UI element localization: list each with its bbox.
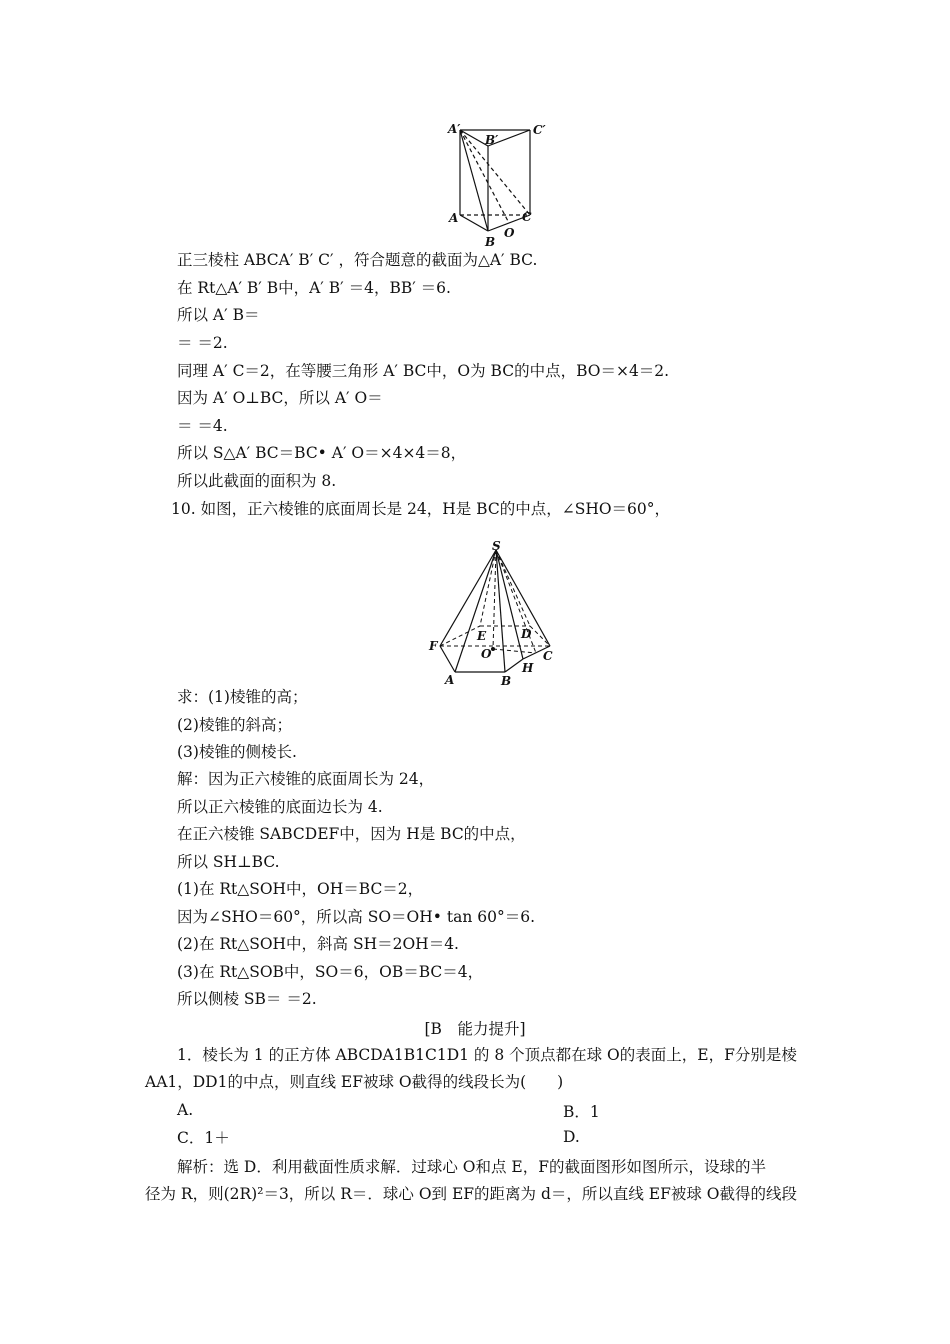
text-line: 在 Rt△A′ B′ B中，A′ B′ ＝4，BB′ ＝6. (177, 279, 451, 297)
label-e: E (477, 629, 487, 643)
label-s: S (492, 539, 501, 553)
analysis-line-2: 径为 R，则(2R)²＝3，所以 R＝．球心 O到 EF的距离为 d＝，所以直线 EF被球 O截得的线段 (145, 1185, 798, 1203)
text-line: (3)棱锥的侧棱长. (177, 743, 297, 761)
text-line: (3)在 Rt△SOB中，SO＝6，OB＝BC＝4， (177, 963, 484, 981)
text-line: (1)在 Rt△SOH中，OH＝BC＝2， (177, 880, 424, 898)
text-line: 正三棱柱 ABCA′ B′ C′ ，符合题意的截面为△A′ BC. (177, 251, 538, 269)
label-a: A (445, 673, 455, 687)
text-line: 所以 A′ B＝ (177, 306, 260, 324)
text-line: 所以此截面的面积为 8. (177, 472, 337, 490)
analysis-line-1: 解析：选 D．利用截面性质求解．过球心 O和点 E，F的截面图形如图所示，设球的半 (177, 1158, 766, 1176)
prism-figure (440, 118, 550, 253)
text-line: 求：(1)棱锥的高； (177, 688, 308, 706)
text-line: ＝ ＝4. (177, 417, 228, 435)
option-a: A. (177, 1101, 194, 1119)
question-1-line-1: 1．棱长为 1 的正方体 ABCDA1B1C1D1 的 8 个顶点都在球 O的表面上，E，F分别是棱 (177, 1046, 797, 1064)
hexagonal-pyramid-figure (425, 538, 565, 688)
text-line: 解：因为正六棱锥的底面周长为 24， (177, 770, 435, 788)
label-c-prime: C′ (533, 123, 546, 137)
option-c: C．1＋ (177, 1129, 230, 1147)
label-c: C (522, 210, 532, 224)
label-b-prime: B′ (485, 133, 499, 147)
label-o: O (481, 647, 492, 661)
label-b: B (501, 674, 512, 688)
text-line: 所以正六棱锥的底面边长为 4. (177, 798, 383, 816)
question-1-line-2: AA1，DD1的中点，则直线 EF被球 O截得的线段长为( ) (145, 1073, 564, 1091)
text-line: (2)在 Rt△SOH中，斜高 SH＝2OH＝4. (177, 935, 459, 953)
option-d: D. (563, 1128, 580, 1146)
section-title: [B 能力提升] (424, 1020, 526, 1038)
label-b: B (485, 235, 496, 249)
text-line: 因为 A′ O⊥BC，所以 A′ O＝ (177, 389, 383, 407)
label-a-prime: A′ (448, 122, 461, 136)
text-line: ＝ ＝2. (177, 334, 228, 352)
label-h: H (522, 661, 534, 675)
label-c: C (543, 649, 553, 663)
question-10: 10. 如图，正六棱锥的底面周长是 24，H是 BC的中点，∠SHO＝60°， (171, 500, 671, 518)
label-f: F (429, 639, 438, 653)
text-line: 因为∠SHO＝60°，所以高 SO＝OH• tan 60°＝6. (177, 908, 535, 926)
option-b: B．1 (563, 1103, 600, 1121)
text-line: (2)棱锥的斜高； (177, 716, 292, 734)
text-line: 同理 A′ C＝2，在等腰三角形 A′ BC中，O为 BC的中点，BO＝×4＝2. (177, 362, 670, 380)
text-line: 所以 S△A′ BC＝BC• A′ O＝×4×4＝8， (177, 444, 467, 462)
label-a: A (449, 211, 459, 225)
label-d: D (521, 627, 532, 641)
label-o: O (504, 226, 515, 240)
text-line: 所以 SH⊥BC. (177, 853, 280, 871)
text-line: 在正六棱锥 SABCDEF中，因为 H是 BC的中点， (177, 825, 526, 843)
text-line: 所以侧棱 SB＝ ＝2. (177, 990, 317, 1008)
